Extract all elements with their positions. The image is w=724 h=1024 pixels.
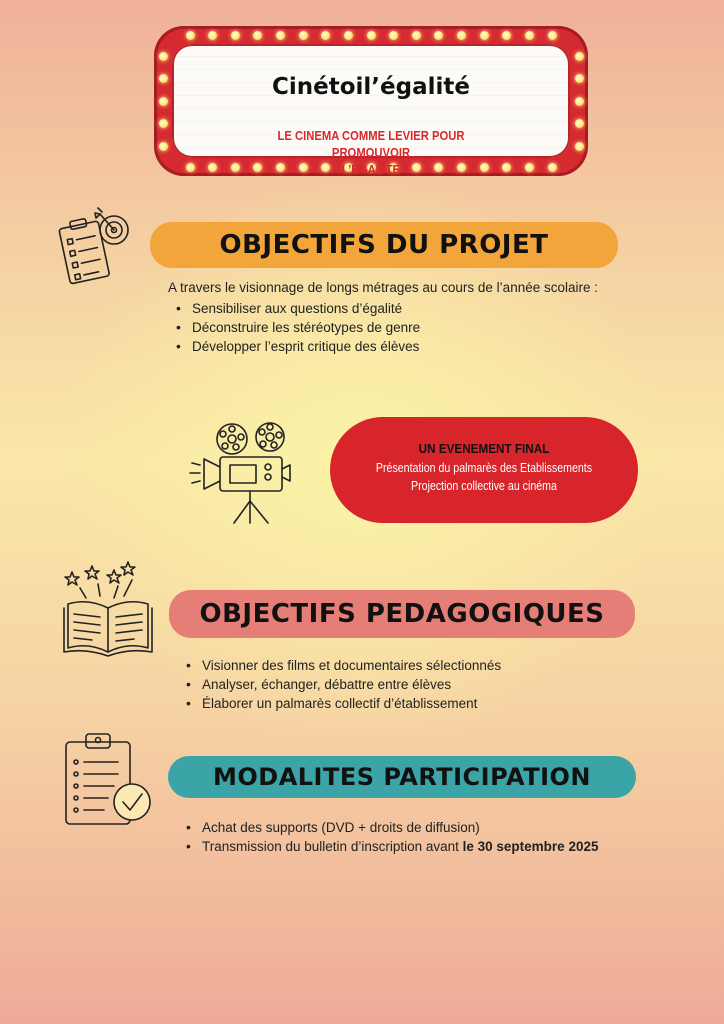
checklist-target-icon [56,206,136,288]
open-book-stars-icon [62,560,154,660]
list-item: • Élaborer un palmarès collectif d’établissement [186,694,501,713]
marquee-bulb [159,52,168,61]
event-line-1: Présentation du palmarès des Etablissements [375,461,593,475]
section-heading-modalites-participation: MODALITES PARTICIPATION [168,756,636,798]
marquee-bulb [253,31,262,40]
marquee-bulb [457,31,466,40]
list-item [186,837,598,856]
marquee-bulb [434,31,443,40]
marquee-bulb [502,163,511,172]
marquee-bulb [389,31,398,40]
marquee-bulb [186,163,195,172]
section2-list [186,656,501,713]
marquee-bulb [548,31,557,40]
list-item: • Développer l’esprit critique des élèves [176,337,420,356]
section-heading-objectifs-pedagogiques: OBJECTIFS PEDAGOGIQUES [169,590,635,638]
film-camera-icon [184,415,296,527]
list-item: • Analyser, échanger, débattre entre élèves [186,675,501,694]
marquee-bulb [480,31,489,40]
marquee-bulb [159,74,168,83]
subtitle-line-2: L’EGALITE [341,163,401,177]
page-subtitle [246,128,496,179]
marquee-bulb [575,74,584,83]
marquee-bulb [159,97,168,106]
subtitle-line-1: LE CINEMA COMME LEVIER POUR PROMOUVOIR [277,129,465,160]
marquee-panel [172,44,570,177]
list-item: • Visionner des films et documentaires sélectionnés [186,656,501,675]
marquee-bulb [186,31,195,40]
marquee-bulb [548,163,557,172]
marquee-bulb [525,31,534,40]
list-item: • Achat des supports (DVD + droits de diffusion) [186,818,598,837]
page-title: Cinétoil’égalité [272,74,470,100]
marquee-bulb [412,31,421,40]
event-line-2: Projection collective au cinéma [411,479,557,493]
section1-list [176,299,420,356]
marquee-bulb [525,163,534,172]
clipboard-check-icon [60,730,156,830]
event-title: UN EVENEMENT FINAL [418,441,550,456]
marquee-bulb [344,31,353,40]
list-item-text: Transmission du bulletin d’inscription avant [202,839,463,854]
marquee-bulb [367,31,376,40]
marquee-bulb [231,163,240,172]
marquee-bulb [502,31,511,40]
section3-list [186,818,598,856]
marquee-bulb [208,31,217,40]
marquee-bulb [321,31,330,40]
list-item: • Sensibiliser aux questions d’égalité [176,299,420,318]
marquee-bulb [208,163,217,172]
marquee-bulb [159,119,168,128]
marquee-sign [154,26,588,176]
marquee-bulb [575,142,584,151]
list-item: • Déconstruire les stéréotypes de genre [176,318,420,337]
final-event-banner [330,417,638,523]
marquee-bulb [276,31,285,40]
deadline-date: le 30 septembre 2025 [462,839,599,854]
marquee-bulb [231,31,240,40]
section1-intro: A travers le visionnage de longs métrages au cours de l’année scolaire : [168,280,598,295]
section-heading-objectifs-projet: OBJECTIFS DU PROJET [150,222,618,268]
marquee-bulb [575,52,584,61]
marquee-bulb [299,31,308,40]
marquee-bulb [159,142,168,151]
marquee-bulb [575,119,584,128]
marquee-bulb [575,97,584,106]
